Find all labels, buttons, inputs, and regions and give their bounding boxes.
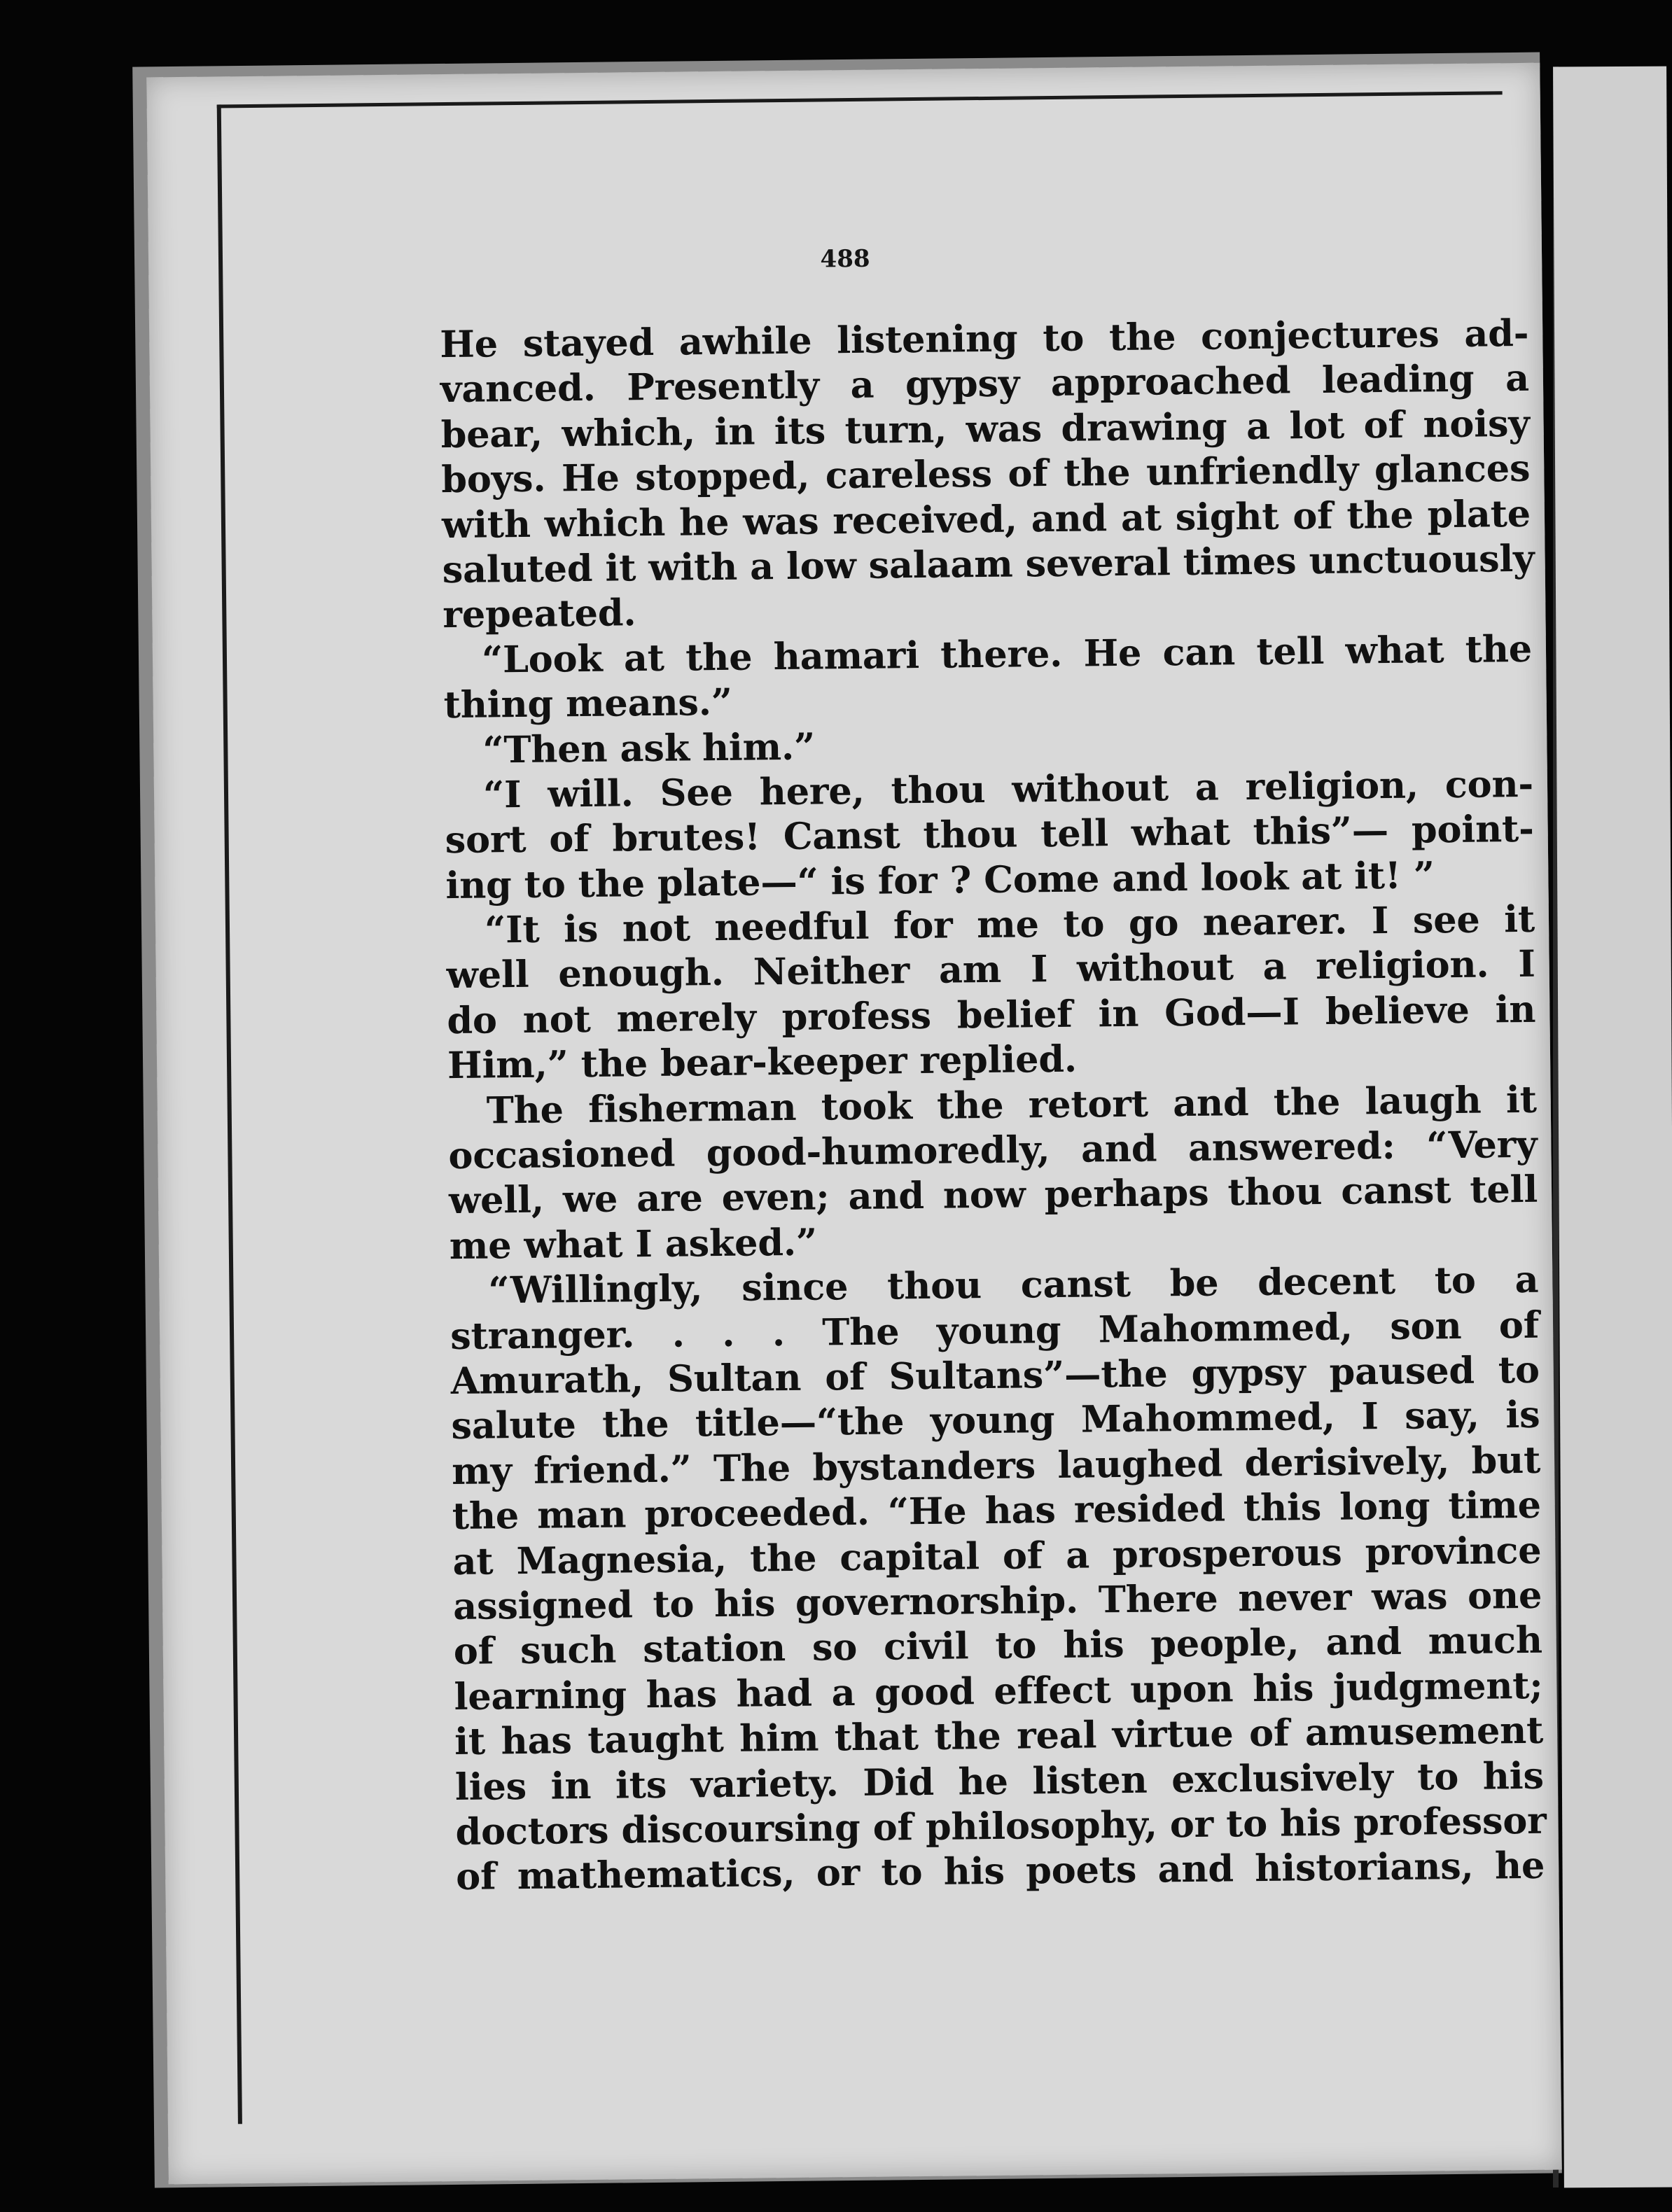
text-line: the man proceeded. “He has resided this long time xyxy=(452,1483,1542,1539)
text-line: “It is not needful for me to go nearer. I see it xyxy=(484,897,1535,952)
facing-page-edge xyxy=(1553,66,1672,2188)
text-line: saluted it with a low salaam several times unctuously xyxy=(442,537,1535,592)
text-line: Him,” the bear-keeper replied. xyxy=(447,1037,1078,1088)
text-line: it has taught him that the real virtue of amusement xyxy=(454,1709,1544,1764)
book-page xyxy=(146,63,1561,2185)
text-line: sort of brutes! Canst thou tell what this”— point- xyxy=(445,808,1534,862)
body-text xyxy=(440,312,1545,1900)
text-line: bear, which, in its turn, was drawing a lot of noisy xyxy=(440,402,1530,456)
text-line: “Look at the hamari there. He can tell what the xyxy=(481,627,1533,682)
text-line: well enough. Neither am I without a religion. I xyxy=(446,943,1535,997)
text-line: salute the title—“the young Mahommed, I say, is xyxy=(451,1394,1540,1448)
text-line: “Then ask him.” xyxy=(482,725,816,772)
text-line: thing means.” xyxy=(443,680,733,727)
text-line: do not merely profess belief in God—I believe in xyxy=(447,988,1536,1042)
text-line: stranger. . . . The young Mahommed, son of xyxy=(450,1303,1540,1358)
text-line: of such station so civil to his people, and much xyxy=(453,1619,1543,1674)
text-line: ing to the plate—“ is for ? Come and look at it! ” xyxy=(445,853,1435,907)
text-line: learning has had a good effect upon his judgment; xyxy=(454,1664,1543,1718)
text-line: at Magnesia, the capital of a prosperous province xyxy=(452,1529,1542,1583)
text-line: doctors discoursing of philosophy, or to his professor xyxy=(455,1799,1547,1854)
page-number: 488 xyxy=(820,244,870,274)
text-line: lies in its variety. Did he listen exclusively to his xyxy=(454,1754,1545,1809)
text-line: with which he was received, and at sight of the plate xyxy=(441,492,1531,547)
text-line: well, we are even; and now perhaps thou canst tell xyxy=(448,1168,1538,1223)
text-line: “I will. See here, thou without a religion, con- xyxy=(482,762,1534,817)
text-line: of mathematics, or to his poets and historians, he xyxy=(455,1844,1545,1899)
text-line: “Willingly, since thou canst be decent to a xyxy=(488,1258,1539,1312)
text-line: The fisherman took the retort and the laugh it xyxy=(486,1078,1538,1133)
text-line: repeated. xyxy=(443,592,636,637)
text-line: boys. He stopped, careless of the unfriendly glances xyxy=(441,447,1531,502)
text-line: vanced. Presently a gypsy approached leading a xyxy=(440,357,1530,412)
text-line: me what I asked.” xyxy=(449,1221,818,1268)
text-line: occasioned good-humoredly, and answered: “Very xyxy=(448,1123,1538,1178)
text-line: assigned to his governorship. There never was one xyxy=(452,1574,1542,1628)
text-line: Amurath, Sultan of Sultans”—the gypsy paused to xyxy=(450,1348,1540,1404)
text-line: He stayed awhile listening to the conjectures ad- xyxy=(439,312,1529,367)
text-line: my friend.” The bystanders laughed derisively, but xyxy=(451,1438,1541,1493)
